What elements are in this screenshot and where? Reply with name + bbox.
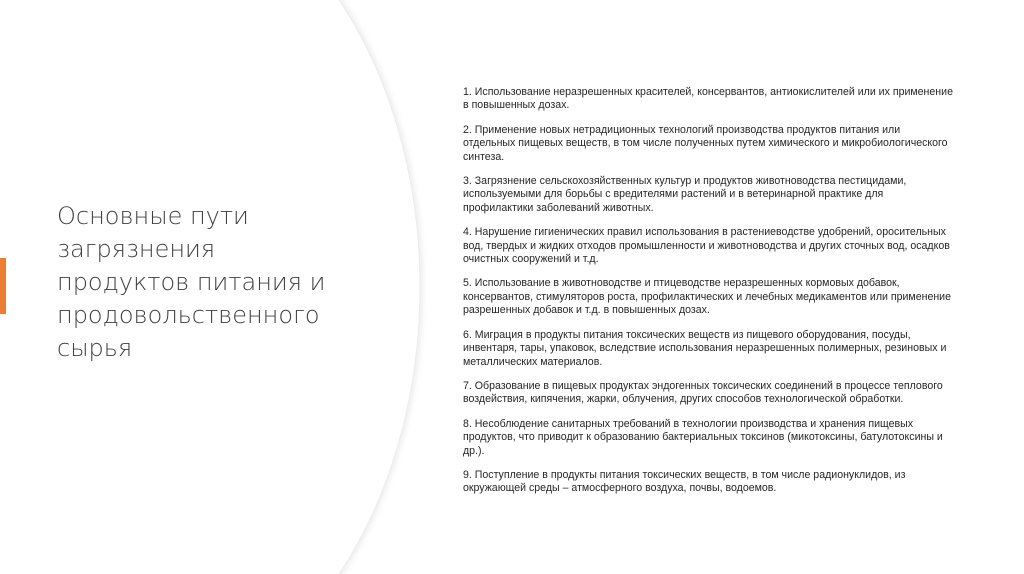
list-item: 8. Несоблюдение санитарных требований в технологии производства и хранения пищевых продуктов, что приводит к образованию бактериальных токсинов (микотоксины, батулотоксины и др.).	[463, 417, 943, 457]
accent-bar	[0, 258, 6, 314]
list-item: 9. Поступление в продукты питания токсических веществ, в том числе радионуклидов, из окружающей среды – атмосферного воздуха, почвы, водоемов.	[463, 468, 906, 495]
list-item: 6. Миграция в продукты питания токсических веществ из пищевого оборудования, посуды, инвентаря, тары, упаковок, вследствие использования неразрешенных полимерных, резиновых и металлических материалов.	[463, 328, 947, 368]
list-item: 4. Нарушение гигиенических правил использования в растениеводстве удобрений, оросительных вод, твердых и жидких отходов промышленности и животноводства и других сточных вод, осадков очистных сооружений и т.д.	[463, 226, 950, 266]
list-item: 3. Загрязнение сельскохозяйственных культур и продуктов животноводства пестицидами, используемыми для борьбы с вредителями растений и в ветеринарной практике для профилактики заболеваний животных.	[463, 175, 907, 214]
list-item: 2. Применение новых нетрадиционных технологий производства продуктов питания или отдельных пищевых веществ, в том числе полученных путем химического и микробиологического синтеза.	[463, 123, 948, 163]
list-item: 7. Образование в пищевых продуктах эндогенных токсических соединений в процессе теплового воздействия, кипячения, жарки, облучения, других способов технологической обработки.	[463, 379, 943, 406]
list-item: 1. Использование неразрешенных красителей, консервантов, антиокислителей или их применение в повышенных дозах.	[463, 86, 953, 112]
list-item: 5. Использование в животноводстве и птицеводстве неразрешенных кормовых добавок, консервантов, стимуляторов роста, профилактических и лечебных медикаментов или применение разрешенных добавок и т.д. в повышенных дозах.	[463, 277, 951, 317]
content-list	[463, 86, 953, 507]
slide-title: Основные пути загрязнения продуктов питания и продовольственного сырья	[57, 202, 326, 362]
